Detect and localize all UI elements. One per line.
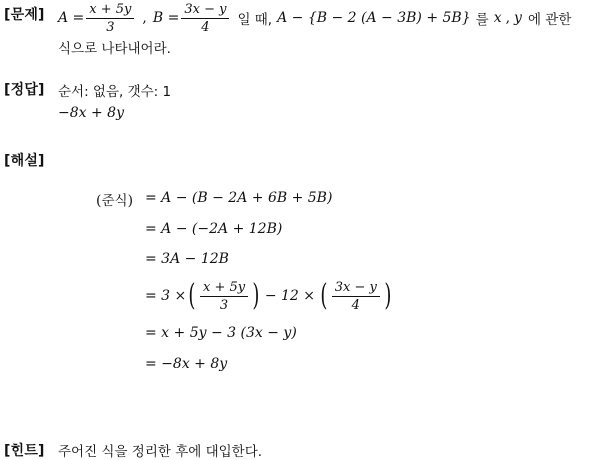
eq-b-numerator: 3x − y xyxy=(181,2,229,19)
explanation-label: [해설] xyxy=(4,153,45,169)
step-4-fraction-2-numerator: 3x − y xyxy=(332,280,380,297)
left-paren-2: ( xyxy=(320,278,328,313)
explanation-step-4 xyxy=(145,275,394,317)
hint-text: 주어진 식을 정리한 후에 대입한다. xyxy=(58,444,263,460)
problem-line-1 xyxy=(58,0,571,36)
explanation-step-3: = 3A − 12B xyxy=(145,251,229,267)
step-4-fraction-2 xyxy=(332,280,380,313)
step-4-fraction-1-denominator: 3 xyxy=(219,297,229,313)
problem-text-2: 를 xyxy=(475,12,489,28)
answer-line-1: 순서: 없음, 갯수: 1 xyxy=(58,84,172,100)
var-y: y xyxy=(514,10,522,26)
explanation-step-2: = A − (−2A + 12B) xyxy=(145,221,283,237)
explanation-head: (준식) xyxy=(96,193,134,209)
step-4-prefix: = 3 × xyxy=(145,288,187,304)
answer-line-2: −8x + 8y xyxy=(58,105,124,121)
step-4-fraction-1 xyxy=(200,280,248,313)
problem-text-3: 에 관한 xyxy=(527,12,572,28)
comma-1: , xyxy=(142,10,147,26)
eq-b-fraction xyxy=(181,2,229,35)
eq-a-fraction xyxy=(86,2,134,35)
explanation-step-6: = −8x + 8y xyxy=(145,356,228,372)
var-x: x xyxy=(493,10,502,26)
eq-b-lhs: B = xyxy=(152,10,180,26)
hint-label: [힌트] xyxy=(4,443,45,459)
step-4-fraction-1-numerator: x + 5y xyxy=(200,280,248,297)
problem-line-2: 식으로 나타내어라. xyxy=(58,41,171,57)
problem-label: [문제] xyxy=(4,7,45,23)
eq-a-lhs: A = xyxy=(58,10,85,26)
step-4-middle: − 12 × xyxy=(264,288,316,304)
answer-label: [정답] xyxy=(4,82,45,98)
right-paren-1: ) xyxy=(252,278,260,313)
step-4-fraction-2-denominator: 4 xyxy=(351,297,360,313)
left-paren-1: ( xyxy=(188,278,196,313)
problem-text-1: 일 때, xyxy=(237,12,273,28)
eq-a-denominator: 3 xyxy=(106,19,115,35)
right-paren-2: ) xyxy=(384,278,392,313)
explanation-step-1: = A − (B − 2A + 6B + 5B) xyxy=(145,190,333,206)
eq-a-numerator: x + 5y xyxy=(86,2,134,19)
explanation-head-text: 준식 xyxy=(101,193,128,209)
eq-b-denominator: 4 xyxy=(201,19,210,35)
comma-2: , xyxy=(505,10,511,26)
explanation-step-5: = x + 5y − 3 (3x − y) xyxy=(145,325,297,341)
problem-expression: A − {B − 2 (A − 3B) + 5B} xyxy=(277,10,471,26)
